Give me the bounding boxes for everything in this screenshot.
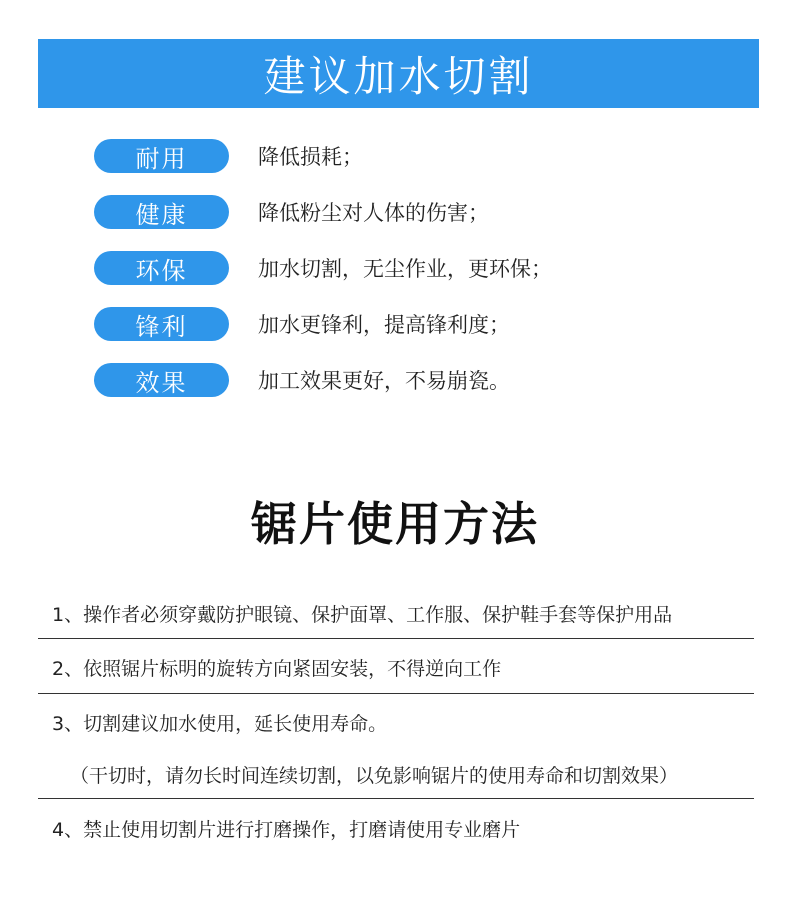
benefit-tag: 耐用 bbox=[94, 139, 229, 173]
divider bbox=[38, 638, 754, 639]
divider bbox=[38, 798, 754, 799]
divider bbox=[38, 693, 754, 694]
banner-title: 建议加水切割 bbox=[263, 51, 534, 101]
benefit-tag: 锋利 bbox=[94, 307, 229, 341]
step-note: （干切时，请勿长时间连续切割，以免影响锯片的使用寿命和切割效果） bbox=[70, 765, 679, 787]
benefit-row-eco bbox=[94, 251, 552, 285]
step-text: 4、禁止使用切割片进行打磨操作，打磨请使用专业磨片 bbox=[52, 819, 521, 841]
benefit-row-health bbox=[94, 195, 489, 229]
benefit-description: 加工效果更好，不易崩瓷。 bbox=[258, 369, 510, 393]
step-text: 3、切割建议加水使用，延长使用寿命。 bbox=[52, 713, 388, 735]
benefit-row-durable bbox=[94, 139, 363, 173]
usage-title: 锯片使用方法 bbox=[251, 497, 539, 551]
header-banner bbox=[38, 39, 759, 108]
benefit-tag: 效果 bbox=[94, 363, 229, 397]
benefit-tag: 健康 bbox=[94, 195, 229, 229]
benefit-description: 降低损耗； bbox=[258, 145, 363, 169]
benefit-description: 加水切割，无尘作业，更环保； bbox=[258, 257, 552, 281]
benefit-row-effect bbox=[94, 363, 510, 397]
step-text: 1、操作者必须穿戴防护眼镜、保护面罩、工作服、保护鞋手套等保护用品 bbox=[52, 604, 673, 626]
benefit-description: 加水更锋利，提高锋利度； bbox=[258, 313, 510, 337]
benefit-tag: 环保 bbox=[94, 251, 229, 285]
step-text: 2、依照锯片标明的旋转方向紧固安装，不得逆向工作 bbox=[52, 658, 502, 680]
benefit-row-sharp bbox=[94, 307, 510, 341]
benefit-description: 降低粉尘对人体的伤害； bbox=[258, 201, 489, 225]
